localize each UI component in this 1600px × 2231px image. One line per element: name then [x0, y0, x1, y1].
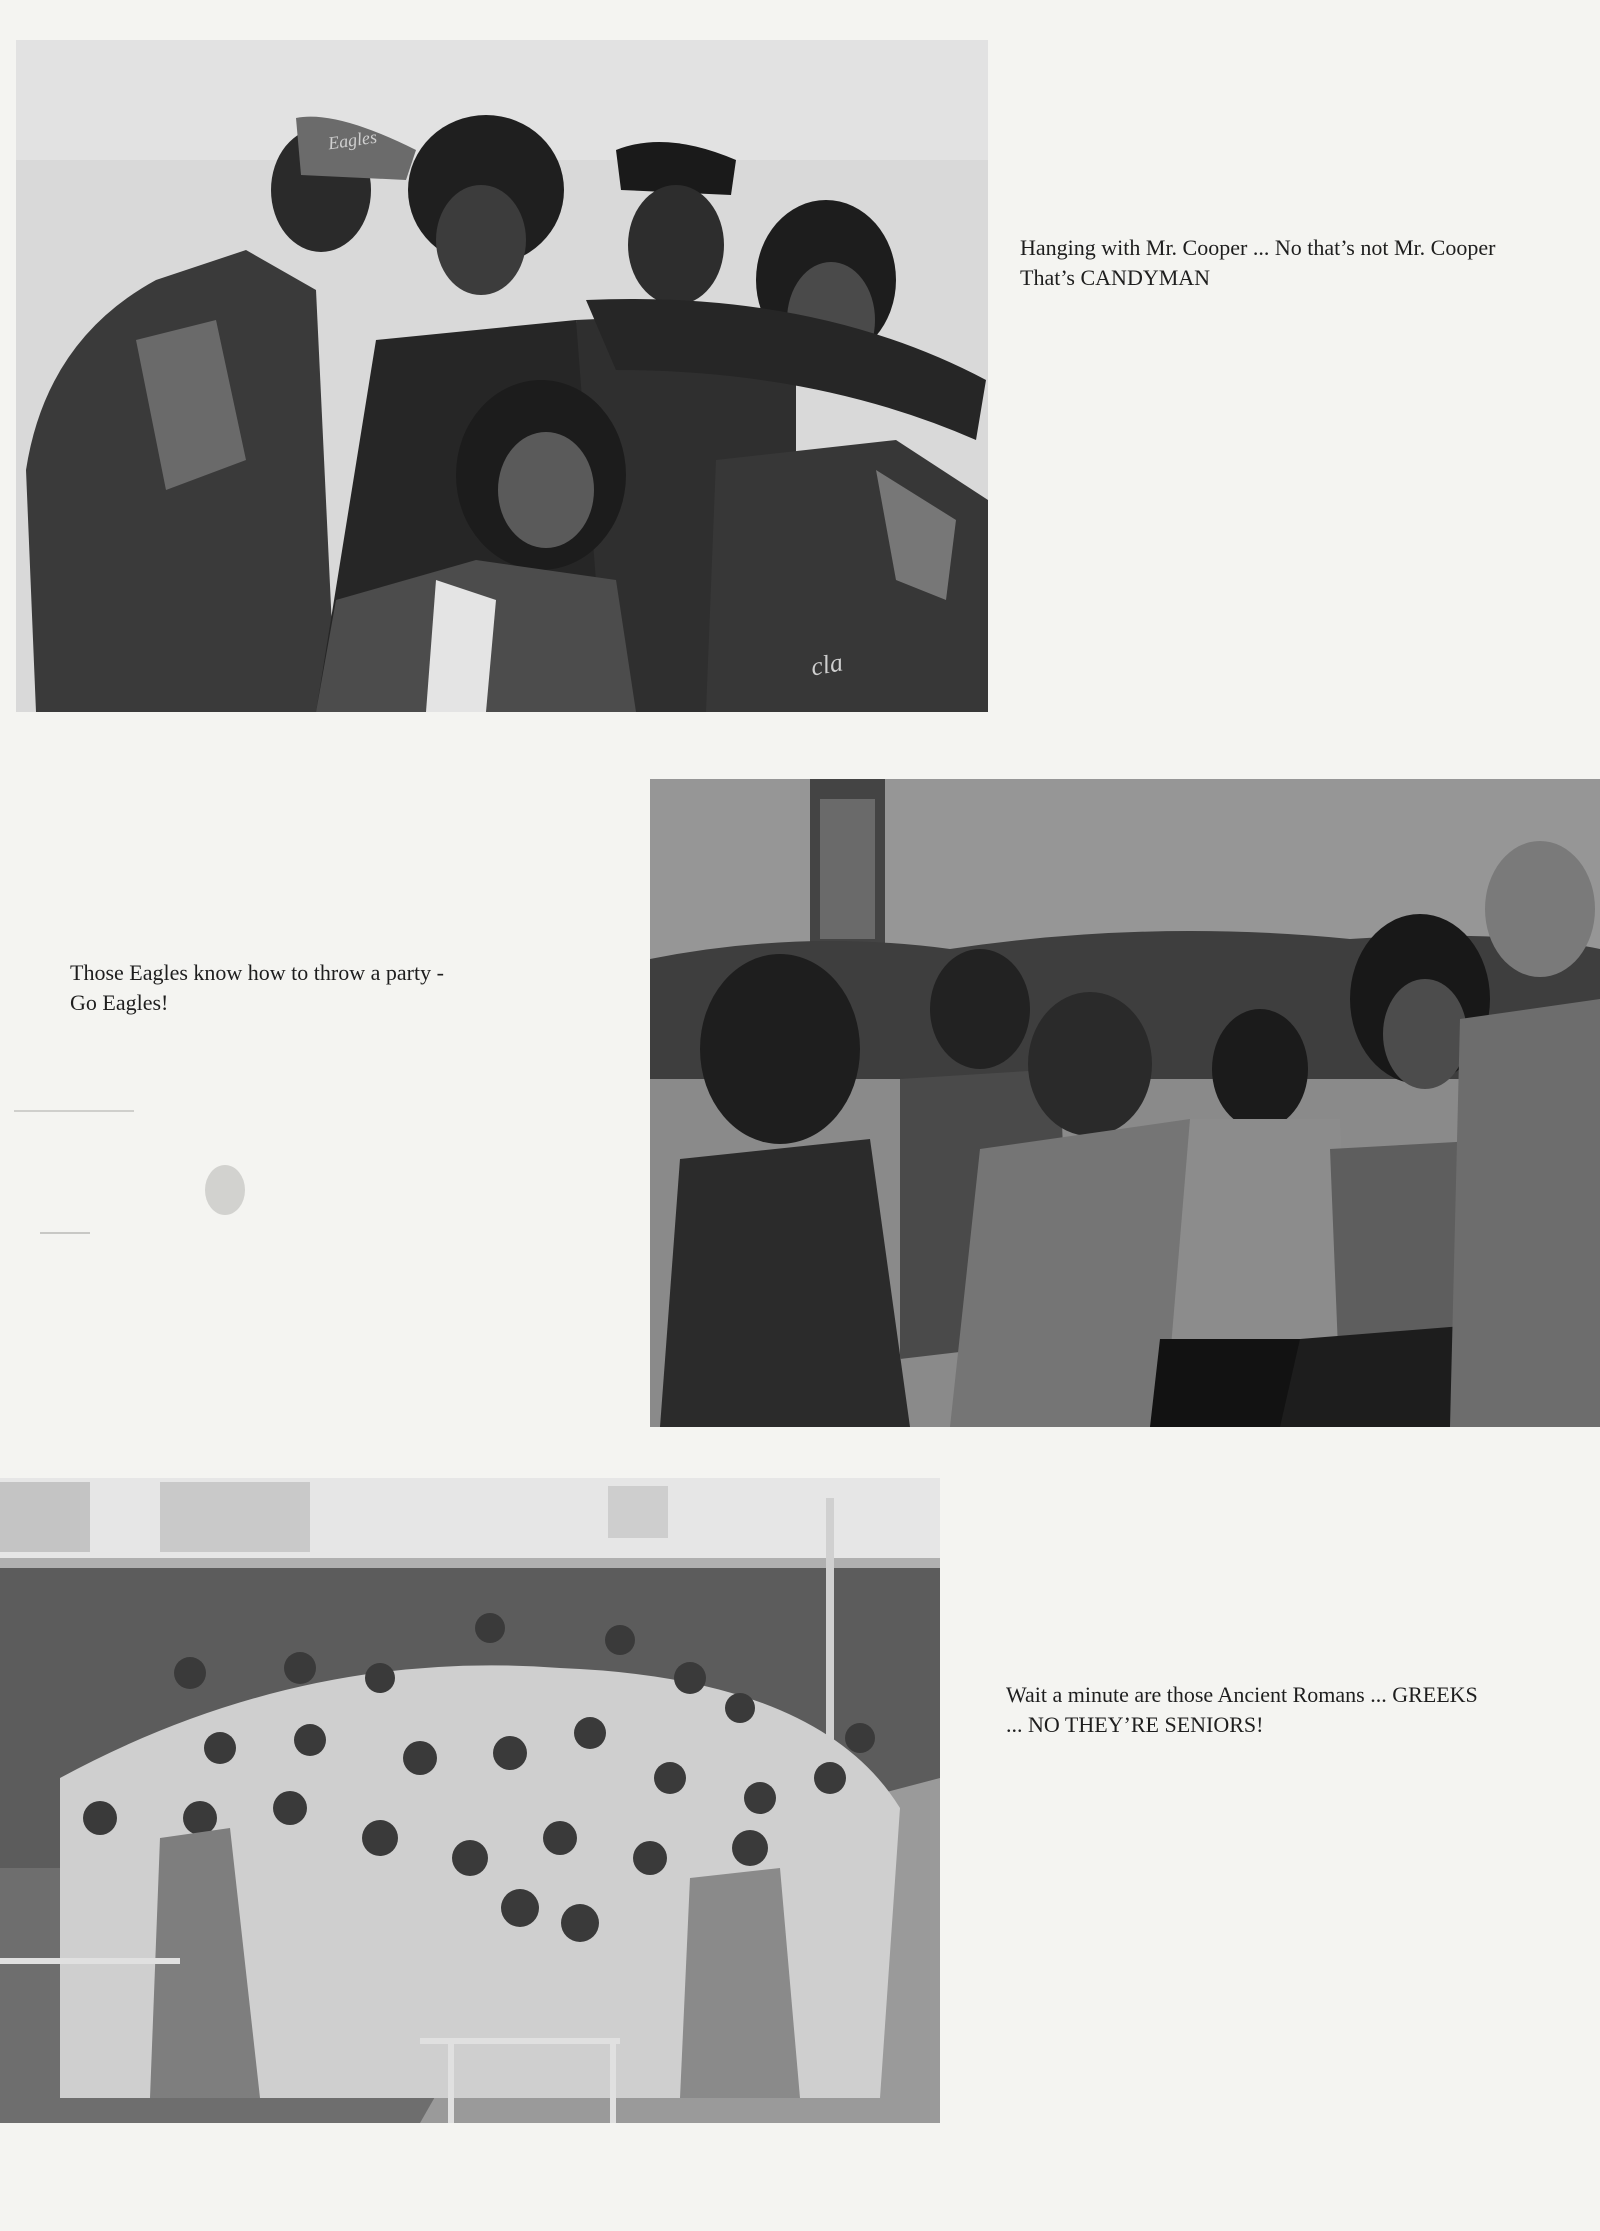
photo-group-five-students — [16, 40, 988, 712]
caption-3-line-2: ... NO THEY’RE SENIORS! — [1006, 1712, 1264, 1737]
caption-photo-3 — [1006, 1680, 1478, 1740]
caption-1-line-1: Hanging with Mr. Cooper ... No that’s not Mr. Cooper — [1020, 235, 1496, 260]
page-scratch-line — [14, 1110, 134, 1112]
photo-party-dancing — [650, 779, 1600, 1427]
photo-2-image — [650, 779, 1600, 1427]
page-smudge — [205, 1165, 245, 1215]
caption-1-line-2: That’s CANDYMAN — [1020, 265, 1211, 290]
caption-photo-2 — [70, 958, 444, 1018]
photo-seniors-togas — [0, 1478, 940, 2123]
cap-logo-text: Eagles — [326, 126, 379, 154]
caption-3-line-1: Wait a minute are those Ancient Romans ... GREEKS — [1006, 1682, 1478, 1707]
photo-1-image — [16, 40, 988, 712]
page-scratch-line-2 — [40, 1232, 90, 1234]
jacket-text: cla — [808, 647, 845, 682]
caption-photo-1 — [1020, 233, 1495, 293]
photo-3-image — [0, 1478, 940, 2123]
caption-2-line-2: Go Eagles! — [70, 990, 169, 1015]
caption-2-line-1: Those Eagles know how to throw a party - — [70, 960, 444, 985]
